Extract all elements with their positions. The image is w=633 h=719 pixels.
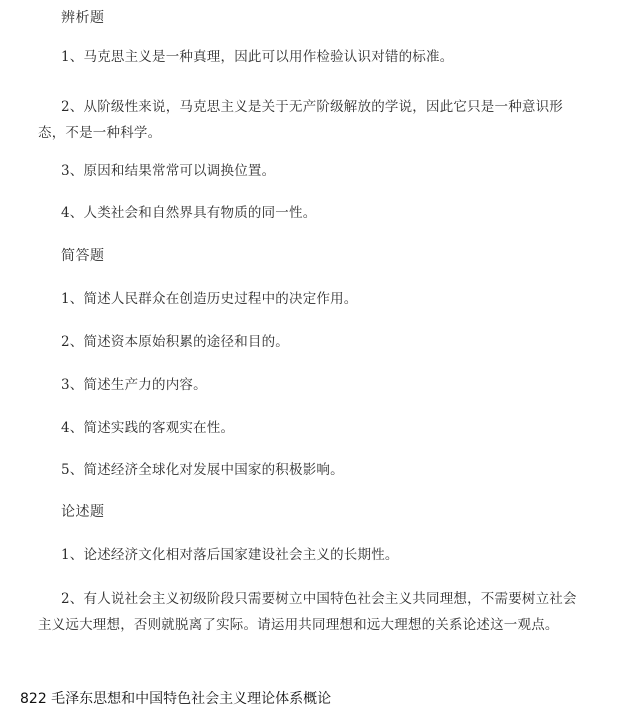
bianxi-item-1: 1、马克思主义是一种真理，因此可以用作检验认识对错的标准。 xyxy=(61,49,454,65)
jianda-item-2: 2、简述资本原始积累的途径和目的。 xyxy=(61,334,289,350)
jianda-item-5: 5、简述经济全球化对发展中国家的积极影响。 xyxy=(61,462,344,478)
bianxi-item-4: 4、人类社会和自然界具有物质的同一性。 xyxy=(61,205,317,221)
lunshu-item-1: 1、论述经济文化相对落后国家建设社会主义的长期性。 xyxy=(61,547,399,563)
lunshu-item-2: 2、有人说社会主义初级阶段只需要树立中国特色社会主义共同理想，不需要树立社会主义远大理想，否则就脱离了实际。请运用共同理想和远大理想的关系论述这一观点。 xyxy=(38,591,577,633)
section-heading-bianxi: 辨析题 xyxy=(61,10,105,26)
jianda-item-4: 4、简述实践的客观实在性。 xyxy=(61,420,235,436)
section-heading-jianda: 简答题 xyxy=(61,248,105,264)
bianxi-item-3: 3、原因和结果常常可以调换位置。 xyxy=(61,163,276,179)
jianda-item-3: 3、简述生产力的内容。 xyxy=(61,377,207,393)
section-heading-lunshu: 论述题 xyxy=(61,504,105,520)
jianda-item-1: 1、简述人民群众在创造历史过程中的决定作用。 xyxy=(61,291,358,307)
bianxi-item-2: 2、从阶级性来说，马克思主义是关于无产阶级解放的学说，因此它只是一种意识形态，不是一种科学。 xyxy=(38,99,563,141)
page-footer-book-title: 822 毛泽东思想和中国特色社会主义理论体系概论 xyxy=(20,691,332,707)
